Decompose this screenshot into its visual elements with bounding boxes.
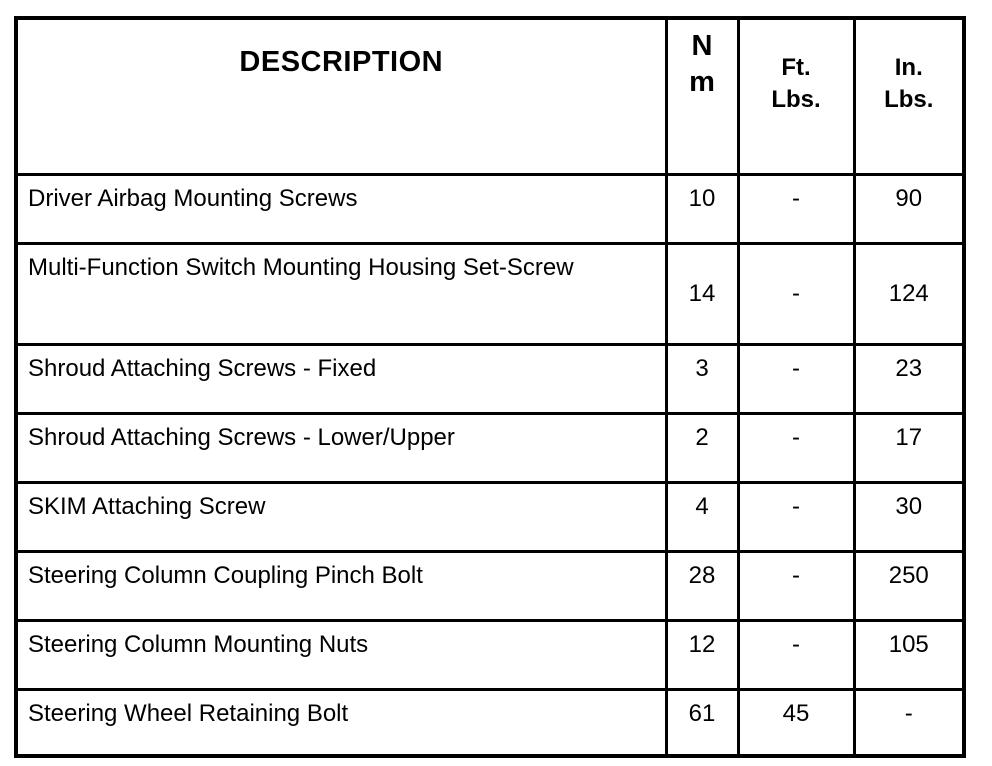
table-row: [18, 174, 962, 243]
cell-in-lbs: 17: [854, 413, 962, 482]
header-ft-line2: Lbs.: [771, 86, 821, 113]
header-nm: [666, 20, 738, 174]
table-row: [18, 243, 962, 344]
table-row: [18, 344, 962, 413]
cell-in-lbs: 250: [854, 551, 962, 620]
cell-ft-lbs: -: [738, 551, 854, 620]
cell-description: Shroud Attaching Screws - Fixed: [18, 344, 666, 413]
cell-description: Multi-Function Switch Mounting Housing Set-Screw: [18, 243, 666, 344]
cell-description: Shroud Attaching Screws - Lower/Upper: [18, 413, 666, 482]
header-description: [18, 20, 666, 174]
cell-nm: 4: [666, 482, 738, 551]
table-row: [18, 482, 962, 551]
torque-spec-table: [18, 20, 962, 758]
cell-description: Driver Airbag Mounting Screws: [18, 174, 666, 243]
cell-ft-lbs: -: [738, 482, 854, 551]
cell-ft-lbs: -: [738, 413, 854, 482]
cell-nm: 12: [666, 620, 738, 689]
table-row: [18, 413, 962, 482]
cell-description: Steering Column Coupling Pinch Bolt: [18, 551, 666, 620]
cell-nm: 3: [666, 344, 738, 413]
cell-nm: 2: [666, 413, 738, 482]
cell-ft-lbs: -: [738, 174, 854, 243]
cell-ft-lbs: -: [738, 620, 854, 689]
header-in-lbs: [854, 20, 962, 174]
table-row: [18, 551, 962, 620]
header-in-line1: In.: [894, 54, 923, 81]
cell-in-lbs: 105: [854, 620, 962, 689]
cell-nm: 61: [666, 689, 738, 758]
cell-nm: 10: [666, 174, 738, 243]
torque-spec-table-frame: [14, 16, 966, 758]
header-nm-line2: m: [689, 66, 715, 98]
cell-nm: 14: [666, 243, 738, 344]
cell-in-lbs: 30: [854, 482, 962, 551]
cell-in-lbs: 90: [854, 174, 962, 243]
header-in-line2: Lbs.: [884, 86, 934, 113]
cell-ft-lbs: -: [738, 344, 854, 413]
header-ft-line1: Ft.: [781, 54, 811, 81]
table-row: [18, 689, 962, 758]
table-header-row: [18, 20, 962, 174]
table-row: [18, 620, 962, 689]
cell-in-lbs: 124: [854, 243, 962, 344]
cell-in-lbs: -: [854, 689, 962, 758]
cell-description: Steering Wheel Retaining Bolt: [18, 689, 666, 758]
header-description-label: DESCRIPTION: [239, 46, 444, 78]
cell-description: SKIM Attaching Screw: [18, 482, 666, 551]
header-nm-line1: N: [691, 30, 713, 62]
cell-ft-lbs: -: [738, 243, 854, 344]
cell-description: Steering Column Mounting Nuts: [18, 620, 666, 689]
cell-ft-lbs: 45: [738, 689, 854, 758]
cell-nm: 28: [666, 551, 738, 620]
cell-in-lbs: 23: [854, 344, 962, 413]
header-ft-lbs: [738, 20, 854, 174]
